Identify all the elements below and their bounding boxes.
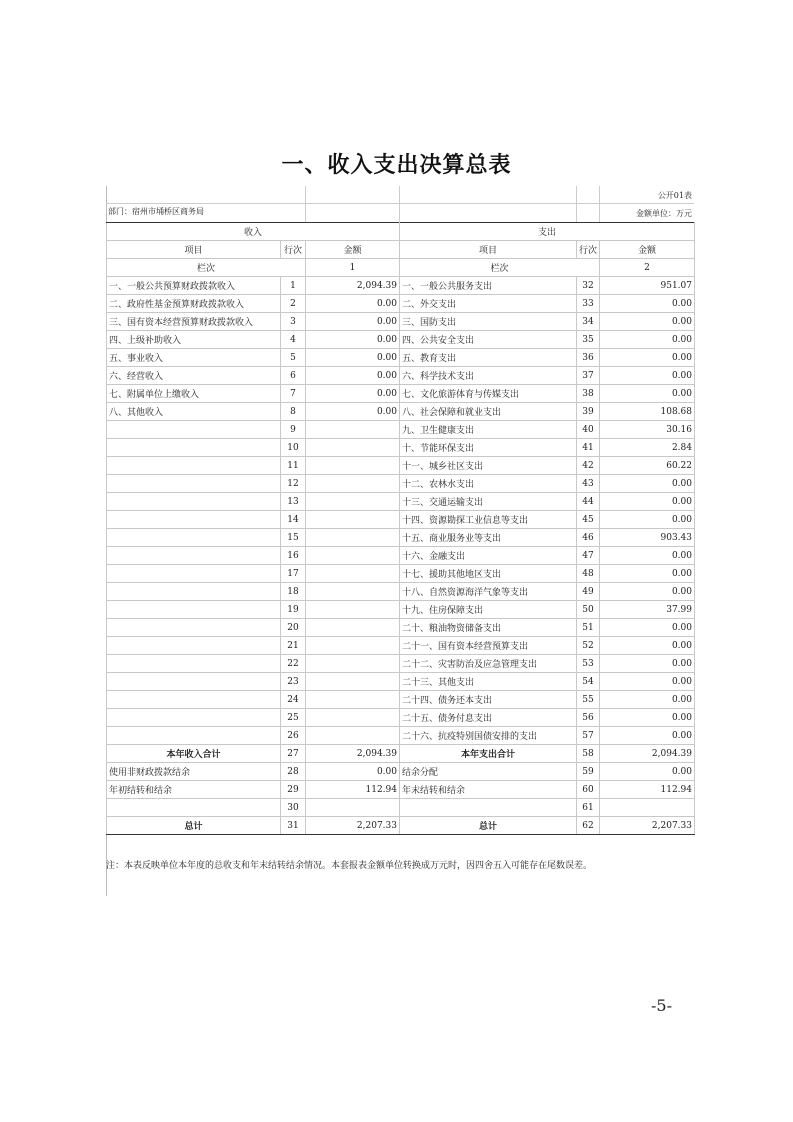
left-amount-cell [306,619,400,637]
right-amount-cell: 0.00 [600,493,695,511]
form-number: 公开01表 [657,191,692,200]
right-item-cell: 三、国防支出 [400,313,577,331]
amount-header: 金额 [600,241,695,259]
left-line-cell: 29 [281,781,306,799]
amount-unit-label: 金额单位：万元 [636,209,692,218]
table-row [107,691,695,709]
right-line-cell: 52 [577,637,600,655]
right-line-cell: 62 [577,817,600,835]
left-line-cell: 10 [281,439,306,457]
right-item-cell: 二十二、灾害防治及应急管理支出 [400,655,577,673]
left-item-cell [107,493,281,511]
right-amount-cell: 60.22 [600,457,695,475]
income-header: 收入 [107,223,400,241]
left-item-cell [107,799,281,817]
right-item-cell: 二十五、债务付息支出 [400,709,577,727]
left-amount-cell [306,583,400,601]
col-index-2: 2 [600,259,695,277]
expense-header: 支出 [400,223,695,241]
right-line-cell: 60 [577,781,600,799]
left-amount-cell [306,493,400,511]
right-amount-cell: 0.00 [600,313,695,331]
left-item-cell [107,439,281,457]
left-item-cell: 六、经营收入 [107,367,281,385]
meta-col-divider [576,186,577,222]
col-index-1: 1 [306,259,400,277]
right-line-cell: 43 [577,475,600,493]
right-line-cell: 54 [577,673,600,691]
left-amount-cell [306,655,400,673]
left-amount-cell: 0.00 [306,403,400,421]
right-item-cell: 五、教育支出 [400,349,577,367]
left-item-cell: 五、事业收入 [107,349,281,367]
table-row [107,367,695,385]
left-line-cell: 26 [281,727,306,745]
table-row [107,313,695,331]
right-amount-cell: 0.00 [600,475,695,493]
left-amount-cell: 0.00 [306,295,400,313]
table-row [107,583,695,601]
income-expense-table [106,222,695,835]
left-line-cell: 13 [281,493,306,511]
right-line-cell: 42 [577,457,600,475]
right-line-cell: 44 [577,493,600,511]
left-item-cell [107,547,281,565]
right-amount-cell: 903.43 [600,529,695,547]
right-line-cell: 49 [577,583,600,601]
left-amount-cell [306,799,400,817]
footnote: 注：本表反映单位本年度的总收支和年末结转结余情况。本套报表金额单位转换成万元时，因四舍五入可能存在尾数误差。 [106,861,593,871]
left-line-cell: 7 [281,385,306,403]
left-item-cell [107,565,281,583]
right-line-cell: 36 [577,349,600,367]
left-item-cell [107,511,281,529]
section-header-row [107,223,695,241]
right-line-cell: 37 [577,367,600,385]
table-row [107,637,695,655]
right-item-cell: 本年支出合计 [400,745,577,763]
left-line-cell: 2 [281,295,306,313]
table-row [107,277,695,295]
table-row [107,601,695,619]
right-amount-cell: 108.68 [600,403,695,421]
right-item-cell: 结余分配 [400,763,577,781]
left-amount-cell: 2,094.39 [306,277,400,295]
right-line-cell: 50 [577,601,600,619]
left-item-cell: 二、政府性基金预算财政拨款收入 [107,295,281,313]
right-line-cell: 46 [577,529,600,547]
left-item-cell: 四、上级补助收入 [107,331,281,349]
table-row [107,745,695,763]
table-row [107,331,695,349]
right-item-cell: 七、文化旅游体育与传媒支出 [400,385,577,403]
left-amount-cell: 0.00 [306,313,400,331]
right-amount-cell [600,799,695,817]
right-item-cell: 十三、交通运输支出 [400,493,577,511]
left-item-cell: 三、国有资本经营预算财政拨款收入 [107,313,281,331]
left-amount-cell: 2,207.33 [306,817,400,835]
left-line-cell: 16 [281,547,306,565]
right-amount-cell: 0.00 [600,295,695,313]
right-item-cell: 八、社会保障和就业支出 [400,403,577,421]
right-amount-cell: 112.94 [600,781,695,799]
column-header-row [107,241,695,259]
left-line-cell: 18 [281,583,306,601]
left-amount-cell [306,565,400,583]
table-row [107,421,695,439]
table-row [107,385,695,403]
left-amount-cell [306,511,400,529]
right-line-cell: 48 [577,565,600,583]
right-amount-cell: 0.00 [600,385,695,403]
table-row [107,799,695,817]
right-item-cell: 二十四、债务还本支出 [400,691,577,709]
column-index-row [107,259,695,277]
table-row [107,565,695,583]
table-row [107,817,695,835]
left-amount-cell: 0.00 [306,763,400,781]
left-item-cell [107,457,281,475]
right-amount-cell: 0.00 [600,637,695,655]
right-amount-cell: 951.07 [600,277,695,295]
right-item-cell: 二、外交支出 [400,295,577,313]
left-item-cell [107,673,281,691]
right-line-cell: 40 [577,421,600,439]
table-row [107,655,695,673]
right-line-cell: 56 [577,709,600,727]
right-line-cell: 41 [577,439,600,457]
left-amount-cell [306,727,400,745]
right-item-cell: 二十六、抗疫特别国债安排的支出 [400,727,577,745]
left-line-cell: 5 [281,349,306,367]
right-amount-cell: 2,207.33 [600,817,695,835]
left-item-cell [107,691,281,709]
right-item-cell: 六、科学技术支出 [400,367,577,385]
left-item-cell [107,475,281,493]
right-amount-cell: 0.00 [600,583,695,601]
left-line-cell: 19 [281,601,306,619]
left-line-cell: 22 [281,655,306,673]
left-line-cell: 28 [281,763,306,781]
left-amount-cell: 0.00 [306,385,400,403]
left-item-cell [107,583,281,601]
left-item-cell [107,619,281,637]
left-line-cell: 14 [281,511,306,529]
right-item-cell: 年末结转和结余 [400,781,577,799]
left-item-cell [107,709,281,727]
meta-col-divider [599,186,600,222]
right-amount-cell: 0.00 [600,331,695,349]
table-row [107,709,695,727]
right-item-cell: 十七、援助其他地区支出 [400,565,577,583]
left-amount-cell [306,475,400,493]
right-item-cell: 二十、粮油物资储备支出 [400,619,577,637]
line-header: 行次 [577,241,600,259]
right-amount-cell: 0.00 [600,673,695,691]
left-line-cell: 20 [281,619,306,637]
right-amount-cell: 0.00 [600,709,695,727]
left-item-cell [107,727,281,745]
table-row [107,349,695,367]
left-line-cell: 8 [281,403,306,421]
right-amount-cell: 0.00 [600,511,695,529]
left-amount-cell: 112.94 [306,781,400,799]
right-amount-cell: 30.16 [600,421,695,439]
right-amount-cell: 0.00 [600,727,695,745]
table-row [107,493,695,511]
table-row [107,727,695,745]
right-item-cell: 九、卫生健康支出 [400,421,577,439]
right-item-cell: 十六、金融支出 [400,547,577,565]
left-amount-cell [306,691,400,709]
right-item-cell [400,799,577,817]
right-item-cell: 二十三、其他支出 [400,673,577,691]
left-line-cell: 30 [281,799,306,817]
right-item-cell: 二十一、国有资本经营预算支出 [400,637,577,655]
left-line-cell: 25 [281,709,306,727]
left-item-cell: 本年收入合计 [107,745,281,763]
right-line-cell: 38 [577,385,600,403]
left-line-cell: 17 [281,565,306,583]
right-amount-cell: 0.00 [600,619,695,637]
left-item-cell: 总计 [107,817,281,835]
left-amount-cell [306,529,400,547]
left-line-cell: 3 [281,313,306,331]
right-amount-cell: 0.00 [600,565,695,583]
right-item-cell: 十四、资源勘探工业信息等支出 [400,511,577,529]
left-item-cell [107,655,281,673]
right-item-cell: 十九、住房保障支出 [400,601,577,619]
right-amount-cell: 0.00 [600,547,695,565]
right-line-cell: 53 [577,655,600,673]
left-amount-cell [306,457,400,475]
table-row [107,529,695,547]
table-row [107,763,695,781]
right-line-cell: 59 [577,763,600,781]
right-item-cell: 总计 [400,817,577,835]
item-header: 项目 [107,241,281,259]
right-amount-cell: 2,094.39 [600,745,695,763]
right-item-cell: 一、一般公共服务支出 [400,277,577,295]
left-amount-cell: 2,094.39 [306,745,400,763]
left-amount-cell [306,673,400,691]
right-amount-cell: 0.00 [600,367,695,385]
left-line-cell: 11 [281,457,306,475]
right-item-cell: 十一、城乡社区支出 [400,457,577,475]
right-amount-cell: 0.00 [600,349,695,367]
right-line-cell: 58 [577,745,600,763]
right-line-cell: 51 [577,619,600,637]
left-amount-cell [306,637,400,655]
left-amount-cell [306,709,400,727]
left-item-cell: 年初结转和结余 [107,781,281,799]
left-item-cell [107,421,281,439]
left-amount-cell: 0.00 [306,367,400,385]
table-row [107,457,695,475]
left-amount-cell [306,421,400,439]
meta-col-divider [399,186,400,222]
right-item-cell: 十八、自然资源海洋气象等支出 [400,583,577,601]
page-title: 一、收入支出决算总表 [281,153,512,178]
department-label: 部门：宿州市埇桥区商务局 [108,207,204,216]
line-header: 行次 [281,241,306,259]
table-row [107,673,695,691]
left-item-cell [107,529,281,547]
left-line-cell: 15 [281,529,306,547]
left-line-cell: 31 [281,817,306,835]
right-line-cell: 34 [577,313,600,331]
right-item-cell: 四、公共安全支出 [400,331,577,349]
right-line-cell: 32 [577,277,600,295]
right-line-cell: 39 [577,403,600,421]
right-amount-cell: 0.00 [600,655,695,673]
left-line-cell: 23 [281,673,306,691]
right-amount-cell: 37.99 [600,601,695,619]
right-amount-cell: 0.00 [600,691,695,709]
table-row [107,619,695,637]
right-line-cell: 57 [577,727,600,745]
right-line-cell: 47 [577,547,600,565]
meta-col-divider [305,186,306,222]
left-item-cell [107,601,281,619]
left-line-cell: 24 [281,691,306,709]
left-item-cell [107,637,281,655]
table-row [107,511,695,529]
table-row [107,403,695,421]
left-line-cell: 9 [281,421,306,439]
left-amount-cell [306,439,400,457]
table-row [107,547,695,565]
table-row [107,475,695,493]
amount-header: 金额 [306,241,400,259]
left-line-cell: 1 [281,277,306,295]
budget-sheet [106,186,694,835]
right-item-cell: 十二、农林水支出 [400,475,577,493]
left-line-cell: 21 [281,637,306,655]
left-line-cell: 27 [281,745,306,763]
left-item-cell: 使用非财政拨款结余 [107,763,281,781]
left-amount-cell: 0.00 [306,331,400,349]
right-line-cell: 33 [577,295,600,313]
col-index-label: 栏次 [400,259,600,277]
right-amount-cell: 0.00 [600,763,695,781]
left-item-cell: 八、其他收入 [107,403,281,421]
left-amount-cell [306,601,400,619]
right-line-cell: 45 [577,511,600,529]
left-line-cell: 4 [281,331,306,349]
left-item-cell: 一、一般公共预算财政拨款收入 [107,277,281,295]
sheet-meta [106,186,694,222]
left-amount-cell [306,547,400,565]
right-line-cell: 55 [577,691,600,709]
meta-gridline [106,203,694,204]
right-line-cell: 61 [577,799,600,817]
right-item-cell: 十五、商业服务业等支出 [400,529,577,547]
left-amount-cell: 0.00 [306,349,400,367]
right-item-cell: 十、节能环保支出 [400,439,577,457]
left-line-cell: 6 [281,367,306,385]
left-item-cell: 七、附属单位上缴收入 [107,385,281,403]
table-row [107,295,695,313]
page-number: -5- [651,996,672,1015]
right-line-cell: 35 [577,331,600,349]
item-header: 项目 [400,241,577,259]
col-index-label: 栏次 [107,259,306,277]
table-row [107,781,695,799]
left-line-cell: 12 [281,475,306,493]
right-amount-cell: 2.84 [600,439,695,457]
table-row [107,439,695,457]
